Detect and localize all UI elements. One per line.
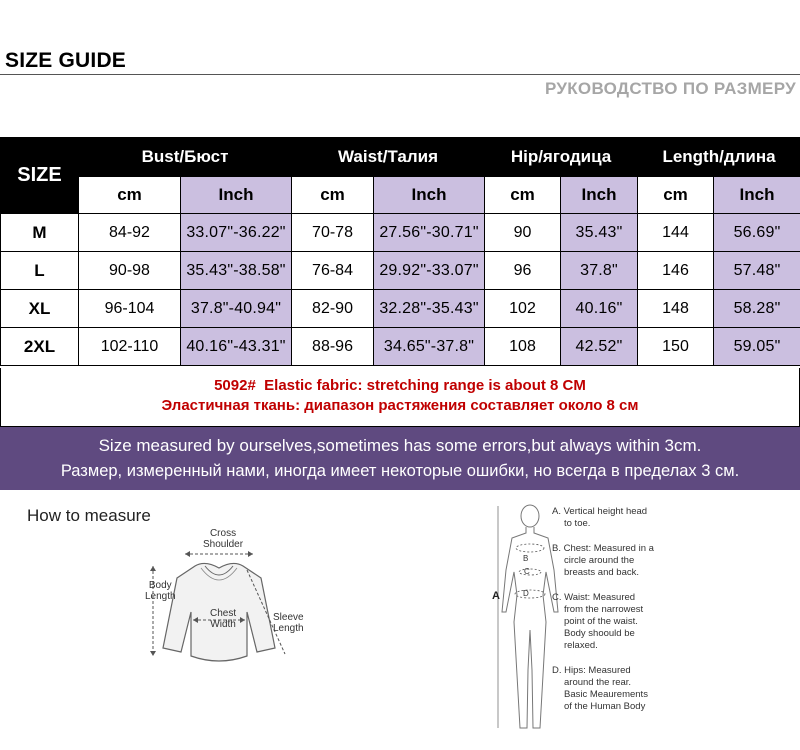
unit-inch: Inch xyxy=(181,177,292,214)
size-column-header: SIZE xyxy=(1,138,79,214)
hip-inch-cell: 37.8" xyxy=(561,252,638,290)
body-letter-a: A xyxy=(492,590,500,602)
unit-inch: Inch xyxy=(714,177,800,214)
table-header-row xyxy=(1,138,800,177)
waist-header: Waist/Талия xyxy=(292,138,485,177)
length-header: Length/длина xyxy=(638,138,800,177)
measurement-disclaimer xyxy=(0,427,800,490)
table-row xyxy=(1,290,800,328)
disclaimer-en: Size measured by ourselves,sometimes has some errors,but always within 3cm. xyxy=(98,436,702,455)
hip-inch-cell: 40.16" xyxy=(561,290,638,328)
waist-inch-cell: 29.92"-33.07" xyxy=(374,252,485,290)
length-inch-cell: 59.05" xyxy=(714,328,800,366)
fabric-note xyxy=(0,368,800,427)
body-letter-d: D xyxy=(523,589,529,598)
length-inch-cell: 57.48" xyxy=(714,252,800,290)
hip-cm-cell: 108 xyxy=(485,328,561,366)
waist-cm-cell: 88-96 xyxy=(292,328,374,366)
waist-cm-cell: 82-90 xyxy=(292,290,374,328)
length-inch-cell: 58.28" xyxy=(714,290,800,328)
chest-width-label: Chest Width xyxy=(210,608,237,630)
bust-inch-cell: 35.43"-38.58" xyxy=(181,252,292,290)
bust-cm-cell: 84-92 xyxy=(79,214,181,252)
hip-inch-cell: 35.43" xyxy=(561,214,638,252)
length-cm-cell: 146 xyxy=(638,252,714,290)
garment-measure-diagram xyxy=(135,528,315,673)
size-cell: L xyxy=(1,252,79,290)
length-cm-cell: 150 xyxy=(638,328,714,366)
unit-inch: Inch xyxy=(561,177,638,214)
hip-cm-cell: 102 xyxy=(485,290,561,328)
bust-cm-cell: 96-104 xyxy=(79,290,181,328)
body-note-b: B. Chest: Measured in a circle around the breasts and back. xyxy=(552,543,654,578)
how-to-measure-title: How to measure xyxy=(27,506,151,525)
page-subtitle: РУКОВОДСТВО ПО РАЗМЕРУ xyxy=(544,79,796,98)
unit-cm: cm xyxy=(79,177,181,214)
header-divider xyxy=(0,74,800,75)
size-cell: XL xyxy=(1,290,79,328)
body-letter-c: C xyxy=(524,567,530,576)
bust-inch-cell: 40.16"-43.31" xyxy=(181,328,292,366)
waist-cm-cell: 70-78 xyxy=(292,214,374,252)
bust-cm-cell: 102-110 xyxy=(79,328,181,366)
length-cm-cell: 144 xyxy=(638,214,714,252)
fabric-note-ru: Эластичная ткань: диапазон растяжения составляет около 8 см xyxy=(161,397,639,414)
body-note-a: A. Vertical height head to toe. xyxy=(552,506,648,529)
length-cm-cell: 148 xyxy=(638,290,714,328)
bust-inch-cell: 33.07"-36.22" xyxy=(181,214,292,252)
table-row xyxy=(1,252,800,290)
body-letter-b: B xyxy=(523,554,529,563)
waist-inch-cell: 32.28"-35.43" xyxy=(374,290,485,328)
table-row xyxy=(1,328,800,366)
unit-cm: cm xyxy=(638,177,714,214)
waist-inch-cell: 34.65"-37.8" xyxy=(374,328,485,366)
hip-header: Hip/ягодица xyxy=(485,138,638,177)
hip-cm-cell: 90 xyxy=(485,214,561,252)
table-row xyxy=(1,214,800,252)
unit-cm: cm xyxy=(485,177,561,214)
length-inch-cell: 56.69" xyxy=(714,214,800,252)
size-cell: 2XL xyxy=(1,328,79,366)
unit-cm: cm xyxy=(292,177,374,214)
waist-cm-cell: 76-84 xyxy=(292,252,374,290)
size-cell: M xyxy=(1,214,79,252)
bust-inch-cell: 37.8"-40.94" xyxy=(181,290,292,328)
page-title: SIZE GUIDE xyxy=(5,49,127,72)
table-unit-row xyxy=(1,177,800,214)
sleeve-length-label: Sleeve Length xyxy=(273,612,304,634)
body-note-d: D. Hips: Measured around the rear. Basic Meaurements of the Human Body xyxy=(552,665,648,712)
hip-inch-cell: 42.52" xyxy=(561,328,638,366)
disclaimer-ru: Размер, измеренный нами, иногда имеет некоторые ошибки, но всегда в пределах 3 см. xyxy=(60,462,740,480)
fabric-note-en: 5092# Elastic fabric: stretching range is about 8 CM xyxy=(214,377,586,394)
hip-cm-cell: 96 xyxy=(485,252,561,290)
body-note-c: C. Waist: Measured from the narrowest point of the waist. Body shoould be relaxed. xyxy=(552,592,644,651)
unit-inch: Inch xyxy=(374,177,485,214)
bust-header: Bust/Бюст xyxy=(79,138,292,177)
bust-cm-cell: 90-98 xyxy=(79,252,181,290)
size-table xyxy=(0,137,800,366)
cross-shoulder-label: Cross Shoulder xyxy=(203,528,244,550)
waist-inch-cell: 27.56"-30.71" xyxy=(374,214,485,252)
body-length-label: Body Length xyxy=(145,580,176,602)
